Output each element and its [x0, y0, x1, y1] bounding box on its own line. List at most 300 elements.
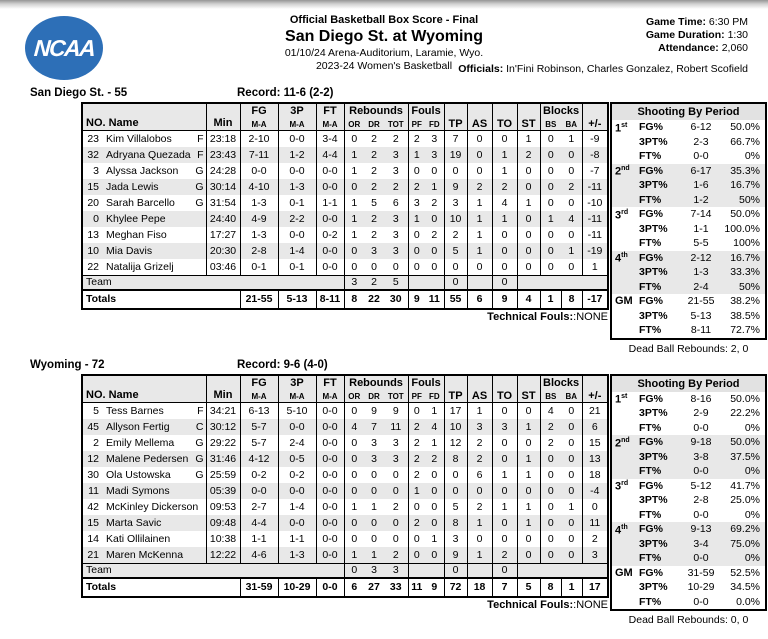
stat-tp: 19 [444, 147, 467, 163]
shooting-row [612, 323, 765, 338]
stat-fd: 0 [431, 213, 438, 225]
shooting-made-attempted: 2-9 [693, 407, 709, 419]
shooting-stat-label: FG% [639, 479, 663, 492]
player-name: Kati Ollilainen [106, 532, 171, 545]
stat-pf: 0 [408, 163, 425, 179]
shooting-percentage: 75.0% [730, 537, 760, 550]
stat-bs: 0 [540, 227, 561, 243]
col-tp: TP [444, 375, 467, 403]
stat-min: 23:43 [206, 147, 240, 163]
shooting-stat-label: 3PT% [639, 179, 668, 191]
shooting-percentage: 0% [744, 421, 760, 434]
shooting-made-attempted: 8-11 [690, 324, 712, 336]
shooting-stat-label: FG% [639, 523, 663, 535]
stat-pf: 2 [408, 515, 425, 531]
shooting-percentage: 66.7% [730, 135, 760, 148]
team-oreb: 3 [344, 276, 364, 291]
stat-dreb: 0 [371, 516, 377, 529]
shooting-percentage: 72.7% [730, 324, 760, 336]
stat-3p: 0-0 [278, 131, 316, 148]
game-info [646, 16, 748, 55]
stat-ft: 1-1 [316, 195, 344, 211]
shooting-made-attempted: 8-16 [690, 392, 712, 405]
stat-ba: 0 [568, 229, 575, 241]
stat-fg: 5-7 [240, 435, 278, 451]
stat-oreb: 0 [344, 483, 364, 499]
stat-fd: 3 [431, 133, 438, 145]
stat-oreb: 1 [344, 547, 364, 564]
stat-oreb: 0 [344, 451, 364, 467]
col-blocks: Blocks [540, 375, 582, 389]
shooting-stat-label: 3PT% [639, 450, 668, 463]
stat-ba: 4 [568, 213, 575, 225]
stat-min: 31:54 [206, 195, 240, 211]
stat-3p: 1-3 [278, 547, 316, 564]
shooting-made-attempted: 9-18 [690, 436, 712, 448]
col-3p-ma: M-A [278, 389, 316, 403]
shooting-percentage: 100.0% [724, 222, 760, 235]
period-label: GM [615, 295, 633, 307]
stat-treb: 0 [392, 516, 399, 529]
stat-plusminus: -4 [582, 483, 608, 499]
stat-as: 1 [467, 195, 492, 211]
shooting-percentage: 25.0% [730, 494, 760, 506]
stat-bs: 2 [540, 419, 561, 435]
player-row [82, 515, 608, 531]
season-line: 2023-24 Women's Basketball [315, 60, 453, 72]
shooting-made-attempted: 1-1 [693, 222, 709, 235]
stat-fd: 1 [431, 532, 438, 545]
stat-bs: 0 [540, 515, 561, 531]
shooting-percentage: 16.7% [730, 179, 760, 191]
stat-min: 17:27 [206, 227, 240, 243]
stat-ba: 0 [568, 149, 575, 161]
player-number: 12 [87, 452, 99, 465]
period-label: 1st [615, 393, 628, 406]
team-as-empty [467, 563, 492, 578]
stat-tp: 0 [444, 163, 467, 179]
stat-pf: 1 [408, 483, 425, 499]
player-position: G [195, 436, 204, 449]
shooting-made-attempted: 2-8 [693, 494, 709, 506]
player-row [82, 195, 608, 211]
period-label: 3rd [615, 208, 629, 222]
ncaa-logo-text: NCAA [32, 34, 96, 61]
team-trailing-empty [517, 563, 608, 578]
stat-dreb: 7 [371, 420, 377, 433]
stat-pf: 0 [408, 547, 425, 564]
shooting-stat-label: FG% [639, 436, 663, 448]
stat-3p: 0-1 [278, 259, 316, 276]
stat-fd: 2 [431, 197, 438, 209]
totals-label: Totals [86, 580, 117, 593]
stat-fg: 0-0 [240, 483, 278, 499]
stat-ft: 0-0 [316, 179, 344, 195]
attendance: Attendance: 2,060 [658, 42, 748, 54]
team-name-score: Wyoming - 72 [30, 358, 105, 371]
stat-ft: 0-0 [316, 435, 344, 451]
player-name: Kim Villalobos [106, 133, 172, 145]
totals-to: 7 [492, 578, 517, 597]
stat-min: 34:21 [206, 402, 240, 419]
stat-fd: 1 [431, 181, 438, 193]
header-spacer [206, 103, 240, 117]
stat-as: 1 [467, 547, 492, 564]
header-spacer [206, 375, 240, 389]
player-row [82, 435, 608, 451]
stat-min: 03:46 [206, 259, 240, 276]
team-name-score: San Diego St. - 55 [30, 87, 128, 99]
stat-tp: 0 [444, 259, 467, 276]
team-dreb: 3 [371, 563, 377, 576]
shooting-stat-label: FT% [639, 193, 662, 206]
stat-as: 0 [467, 531, 492, 547]
team-treb: 3 [392, 563, 399, 576]
stat-ft: 0-0 [316, 243, 344, 259]
stat-3p: 0-2 [278, 467, 316, 483]
stat-pf: 2 [408, 179, 425, 195]
box-score-table [81, 374, 609, 598]
team-to: 0 [492, 563, 517, 578]
stat-ft: 0-0 [316, 467, 344, 483]
stat-pf: 2 [408, 419, 425, 435]
shooting-title: Shooting By Period [612, 104, 765, 120]
col-or: OR [344, 389, 364, 403]
shooting-percentage: 50% [738, 193, 760, 206]
player-name: Marta Savic [106, 516, 162, 529]
stat-as: 1 [467, 402, 492, 419]
player-position [194, 259, 206, 276]
period-label: 4th [615, 523, 628, 537]
stat-as: 3 [467, 419, 492, 435]
stat-tp: 0 [444, 483, 467, 499]
team-record: Record: 9-6 (4-0) [237, 358, 328, 371]
player-row [82, 499, 608, 515]
player-row [82, 147, 608, 163]
player-position: C [195, 420, 204, 433]
stat-bs: 0 [540, 147, 561, 163]
stat-fd: 3 [431, 149, 438, 161]
shooting-row [612, 309, 765, 324]
stat-tp: 5 [444, 243, 467, 259]
stat-tp: 7 [444, 131, 467, 148]
stat-ba: 1 [568, 133, 575, 145]
stat-bs: 0 [540, 531, 561, 547]
totals-treb: 30 [389, 293, 402, 305]
shooting-percentage: 0% [744, 465, 760, 477]
shooting-stat-label: 3PT% [639, 537, 668, 550]
shooting-stat-label: FT% [639, 324, 662, 336]
stat-bs: 0 [540, 451, 561, 467]
stat-pf: 0 [408, 243, 425, 259]
stat-as: 0 [467, 131, 492, 148]
shooting-row [612, 566, 765, 581]
stat-min: 23:18 [206, 131, 240, 148]
stat-dreb: 2 [371, 149, 377, 161]
shooting-stat-label: FG% [639, 392, 663, 405]
stat-fg: 6-13 [240, 402, 278, 419]
totals-bs: 8 [540, 578, 561, 597]
col-rebounds: Rebounds [344, 103, 408, 117]
shooting-stat-label: 3PT% [639, 494, 668, 506]
stat-fg: 1-1 [240, 531, 278, 547]
team-fouls-empty [408, 563, 444, 578]
stat-dreb: 3 [371, 436, 377, 449]
stat-bs: 0 [540, 483, 561, 499]
shooting-stat-label: 3PT% [639, 309, 668, 322]
shooting-made-attempted: 6-12 [690, 121, 712, 133]
stat-oreb: 0 [344, 515, 364, 531]
player-name: Jada Lewis [106, 181, 159, 193]
shooting-made-attempted: 5-13 [690, 309, 712, 322]
stat-oreb: 1 [344, 195, 364, 211]
totals-fg: 21-55 [240, 290, 278, 309]
stat-to: 3 [492, 419, 517, 435]
col-dr: DR [364, 117, 384, 131]
stat-fg: 0-2 [240, 467, 278, 483]
totals-pf: 9 [408, 290, 425, 309]
shooting-stat-label: FT% [639, 508, 662, 521]
stat-plusminus: 6 [582, 419, 608, 435]
stat-oreb: 0 [344, 131, 364, 148]
col-bs: BS [540, 389, 561, 403]
stat-min: 20:30 [206, 243, 240, 259]
col-bs: BS [540, 117, 561, 131]
stat-to: 0 [492, 515, 517, 531]
stat-to: 0 [492, 243, 517, 259]
player-name: Natalija Grizelj [106, 261, 174, 273]
stat-bs: 0 [540, 243, 561, 259]
stat-oreb: 0 [344, 259, 364, 276]
stat-to: 0 [492, 483, 517, 499]
stat-fd: 0 [431, 500, 438, 513]
player-name: Sarah Barcello [106, 197, 175, 209]
stat-fg: 2-8 [240, 243, 278, 259]
stat-fd: 0 [431, 468, 438, 481]
stat-as: 1 [467, 243, 492, 259]
shooting-row [612, 135, 765, 150]
totals-ft: 8-11 [316, 290, 344, 309]
shooting-made-attempted: 31-59 [687, 566, 715, 579]
col-no-name: NO. Name [82, 389, 206, 403]
stat-ft: 0-0 [316, 483, 344, 499]
player-number: 13 [87, 229, 99, 241]
col-fouls: Fouls [408, 103, 444, 117]
totals-fg: 31-59 [240, 578, 278, 597]
stat-to: 4 [492, 195, 517, 211]
stat-treb: 3 [392, 165, 399, 177]
player-position [194, 515, 206, 531]
stat-tp: 12 [444, 435, 467, 451]
stat-3p: 1-4 [278, 243, 316, 259]
shooting-stat-label: FG% [639, 251, 663, 264]
stat-dreb: 1 [371, 500, 377, 513]
stat-pf: 0 [408, 499, 425, 515]
stat-plusminus: 3 [582, 547, 608, 564]
period-label: 2nd [615, 436, 630, 450]
shooting-percentage: 37.5% [730, 450, 760, 463]
stat-as: 0 [467, 147, 492, 163]
shooting-percentage: 50.0% [730, 208, 760, 220]
shooting-percentage: 35.3% [730, 164, 760, 177]
shooting-row [612, 222, 765, 237]
shooting-stat-label: 3PT% [639, 222, 668, 235]
stat-tp: 5 [444, 499, 467, 515]
stat-3p: 1-1 [278, 531, 316, 547]
stat-treb: 3 [392, 452, 399, 465]
player-name: McKinley Dickerson [106, 500, 199, 513]
stat-st: 1 [517, 451, 540, 467]
stat-treb: 2 [392, 500, 399, 513]
player-number: 10 [87, 245, 99, 257]
col-or: OR [344, 117, 364, 131]
totals-dreb: 27 [368, 580, 380, 593]
stat-fg: 5-7 [240, 419, 278, 435]
stat-bs: 0 [540, 179, 561, 195]
stat-pf: 1 [408, 211, 425, 227]
stat-ft: 4-4 [316, 147, 344, 163]
stat-st: 1 [517, 499, 540, 515]
player-number: 2 [93, 436, 99, 449]
stat-plusminus: 0 [582, 499, 608, 515]
player-row [82, 243, 608, 259]
stat-st: 1 [517, 515, 540, 531]
shooting-stat-label: FT% [639, 237, 662, 249]
shooting-stat-label: 3PT% [639, 135, 668, 148]
shooting-row [612, 120, 765, 135]
shooting-row [612, 294, 765, 309]
team-fouls-empty [408, 276, 444, 291]
shooting-made-attempted: 0-0 [693, 508, 709, 521]
stat-fg: 4-12 [240, 451, 278, 467]
stat-pf: 0 [408, 402, 425, 419]
stat-fd: 0 [431, 261, 438, 273]
team-treb: 5 [392, 276, 399, 288]
team-tp: 0 [444, 563, 467, 578]
player-name: Mia Davis [106, 245, 153, 257]
player-row [82, 419, 608, 435]
stat-st: 1 [517, 467, 540, 483]
shooting-row [612, 435, 765, 450]
col-ft: FT [316, 103, 344, 117]
shooting-row [612, 493, 765, 508]
stat-ba: 0 [568, 404, 575, 417]
stat-3p: 0-0 [278, 419, 316, 435]
shooting-stat-label: 3PT% [639, 407, 668, 419]
player-row [82, 531, 608, 547]
game-duration: Game Duration: 1:30 [645, 29, 748, 41]
player-number: 0 [93, 213, 99, 225]
player-name: Alyssa Jackson [106, 165, 179, 177]
shooting-made-attempted: 5-5 [693, 237, 709, 249]
col-fg-ma: M-A [240, 389, 278, 403]
shooting-stat-label: FT% [639, 150, 662, 162]
stat-ft: 0-0 [316, 547, 344, 564]
shooting-percentage: 22.2% [730, 407, 760, 419]
stat-fd: 0 [431, 245, 438, 257]
stat-to: 0 [492, 131, 517, 148]
stat-st: 0 [517, 179, 540, 195]
player-number: 30 [87, 468, 99, 481]
stat-ft: 0-0 [316, 451, 344, 467]
stat-st: 0 [517, 531, 540, 547]
col-min: Min [206, 117, 240, 131]
stat-treb: 6 [392, 197, 399, 209]
stat-ba: 0 [568, 197, 575, 209]
player-number: 32 [87, 149, 99, 161]
col-ft-ma: M-A [316, 389, 344, 403]
totals-dreb: 22 [368, 293, 380, 305]
col-fg-ma: M-A [240, 117, 278, 131]
shooting-row [612, 207, 765, 222]
stat-to: 0 [492, 451, 517, 467]
technical-fouls: Technical Fouls::NONE [487, 311, 608, 323]
shooting-made-attempted: 0-0 [693, 595, 709, 608]
shooting-row [612, 595, 765, 610]
col-tot: TOT [384, 117, 408, 131]
stat-fd: 0 [431, 165, 438, 177]
stat-to: 0 [492, 435, 517, 451]
shooting-stat-label: FT% [639, 280, 662, 293]
stat-as: 0 [467, 483, 492, 499]
player-name: Ola Ustowska [106, 468, 171, 481]
player-position [194, 227, 206, 243]
stat-oreb: 1 [344, 147, 364, 163]
stat-ft: 3-4 [316, 131, 344, 148]
player-position: F [197, 149, 204, 161]
stat-fd: 4 [431, 420, 438, 433]
col-pf: PF [408, 117, 425, 131]
totals-treb: 33 [389, 580, 402, 593]
report-header [0, 9, 768, 85]
stat-3p: 0-0 [278, 163, 316, 179]
player-position: G [195, 452, 204, 465]
stat-ba: 0 [568, 436, 575, 449]
stat-as: 2 [467, 451, 492, 467]
shooting-percentage: 33.3% [730, 266, 760, 278]
totals-ft: 0-0 [316, 578, 344, 597]
stat-oreb: 1 [344, 227, 364, 243]
stat-min: 30:14 [206, 179, 240, 195]
stat-oreb: 0 [344, 435, 364, 451]
player-position [194, 531, 206, 547]
stat-3p: 0-0 [278, 515, 316, 531]
col-3p: 3P [278, 375, 316, 389]
col-fg: FG [240, 375, 278, 389]
stat-st: 1 [517, 131, 540, 148]
stat-ba: 0 [568, 165, 575, 177]
stat-as: 2 [467, 179, 492, 195]
col-dr: DR [364, 389, 384, 403]
player-position: F [197, 404, 204, 417]
stat-ba: 0 [568, 548, 575, 561]
stat-to: 0 [492, 259, 517, 276]
stat-as: 0 [467, 259, 492, 276]
player-position: G [195, 165, 204, 177]
game-time: Game Time: 6:30 PM [646, 16, 748, 28]
totals-plusminus: 17 [582, 578, 608, 597]
shooting-row [612, 479, 765, 494]
shooting-stat-label: 3PT% [639, 266, 668, 278]
stat-ba: 1 [568, 245, 575, 257]
col-blocks: Blocks [540, 103, 582, 117]
shooting-made-attempted: 2-12 [690, 251, 712, 264]
stat-ft: 0-0 [316, 211, 344, 227]
stat-bs: 0 [540, 195, 561, 211]
col-fouls: Fouls [408, 375, 444, 389]
shooting-made-attempted: 6-17 [690, 164, 712, 177]
shooting-made-attempted: 10-29 [687, 581, 715, 593]
